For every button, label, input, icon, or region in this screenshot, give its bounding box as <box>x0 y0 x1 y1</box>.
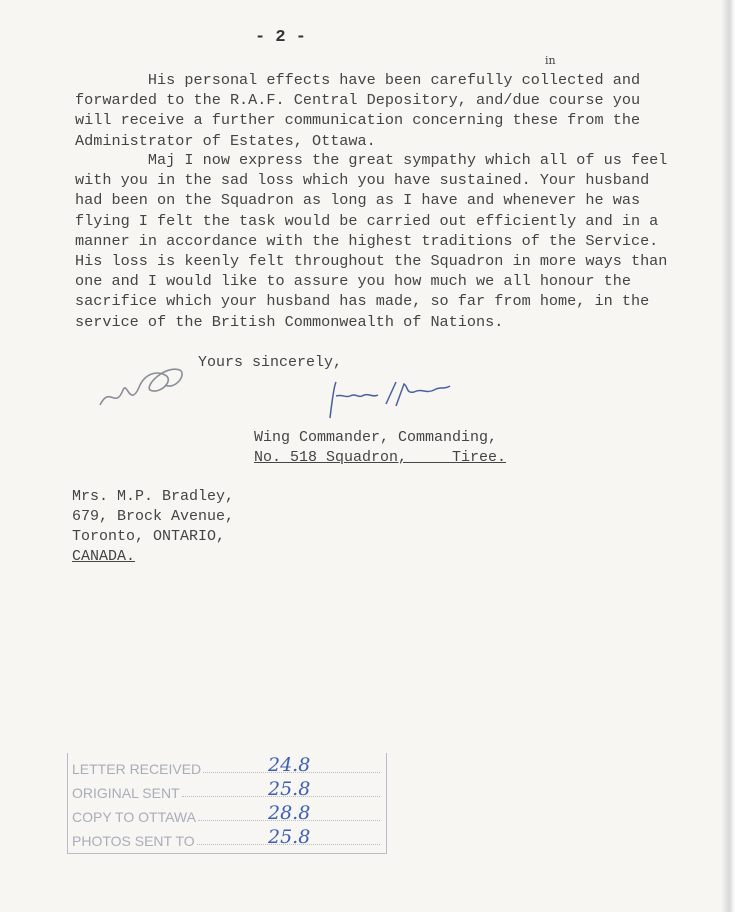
signature-block <box>254 428 506 468</box>
stamp-label: COPY TO OTTAWA <box>72 809 196 825</box>
signature <box>322 376 457 424</box>
text-line: will receive a further communication concerning these from the <box>75 111 641 130</box>
text-line: service of the British Commonwealth of Nations. <box>75 312 504 331</box>
text-line: forwarded to the R.A.F. Central Depository, and/due course you <box>75 91 641 110</box>
stamp-label: ORIGINAL SENT <box>72 785 180 801</box>
stamp-date: 25.8 <box>268 778 311 800</box>
text-line: flying I felt the task would be carried out efficiently and in a <box>75 211 659 230</box>
stamp-label: LETTER RECEIVED <box>72 761 202 777</box>
address-line: Mrs. M.P. Bradley, <box>72 488 235 505</box>
text-line: sacrifice which your husband has made, so far from home, in the <box>75 292 650 311</box>
text-line: manner in accordance with the highest traditions of the Service. <box>75 231 659 250</box>
recipient-address <box>72 487 234 567</box>
signatory-title: Wing Commander, Commanding, <box>254 429 498 446</box>
text-line: Administrator of Estates, Ottawa. <box>75 131 376 150</box>
text-line: one and I would like to assure you how much we all honour the <box>75 272 631 291</box>
closing: Yours sincerely, <box>198 354 343 371</box>
squadron-line: No. 518 Squadron, Tiree. <box>254 449 507 466</box>
page-number: - 2 - <box>255 28 307 47</box>
stamp-date: 24.8 <box>268 754 311 776</box>
stamp-row <box>68 777 386 801</box>
stamp-date: 25.8 <box>268 826 311 848</box>
page-edge <box>721 0 735 912</box>
text-line: His loss is keenly felt throughout the Squadron in more ways than <box>75 252 668 271</box>
text-line: Maj I now express the great sympathy which all of us feel <box>75 151 668 169</box>
stamp-date: 28.8 <box>268 802 311 824</box>
receipt-stamp <box>67 753 387 854</box>
text-line: with you in the sad loss which you have sustained. Your husband <box>75 171 650 190</box>
text-line: had been on the Squadron as long as I have and whenever he was <box>75 191 641 210</box>
text-line: His personal effects have been carefully collected and <box>75 71 641 89</box>
initials-scribble <box>95 355 190 415</box>
address-line: Toronto, ONTARIO, <box>72 528 226 545</box>
paragraph-personal-effects <box>75 70 715 151</box>
stamp-row <box>68 825 386 849</box>
paragraph-sympathy <box>75 150 715 332</box>
handwritten-insert: in <box>545 54 556 67</box>
address-line: 679, Brock Avenue, <box>72 508 235 525</box>
address-line: CANADA. <box>72 548 136 565</box>
stamp-row <box>68 801 386 825</box>
stamp-label: PHOTOS SENT TO <box>72 833 195 849</box>
stamp-row <box>68 753 386 777</box>
